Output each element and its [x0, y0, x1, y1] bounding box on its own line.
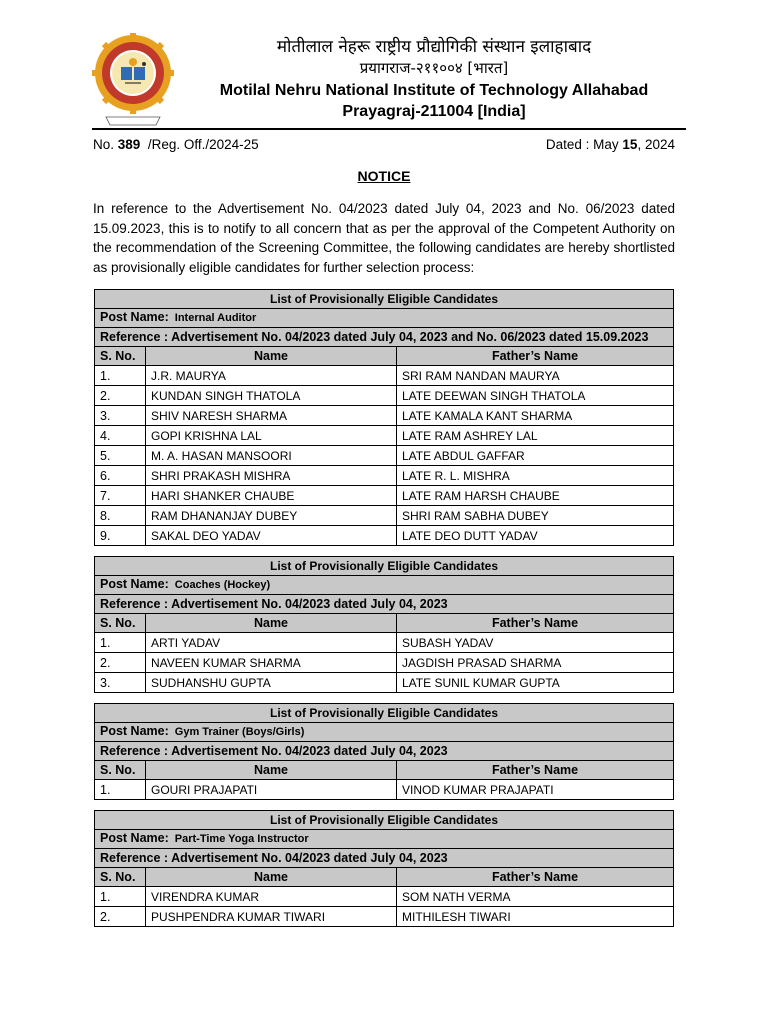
table-row: 9. SAKAL DEO YADAV LATE DEO DUTT YADAV: [95, 526, 674, 546]
col-header-father: Father’s Name: [397, 347, 674, 366]
col-header-sno: S. No.: [95, 614, 146, 633]
ref-date: Dated : May 15, 2024: [545, 137, 675, 152]
table-row: 6. SHRI PRAKASH MISHRA LATE R. L. MISHRA: [95, 466, 674, 486]
institute-logo: [92, 33, 174, 129]
candidate-table-internal-auditor: [94, 289, 674, 546]
reference-row: Reference : Advertisement No. 04/2023 dated July 04, 2023: [95, 849, 674, 868]
col-header-name: Name: [146, 347, 397, 366]
table-row: 2. PUSHPENDRA KUMAR TIWARI MITHILESH TIWARI: [95, 907, 674, 927]
table-row: 4. GOPI KRISHNA LAL LATE RAM ASHREY LAL: [95, 426, 674, 446]
table-row: 7. HARI SHANKER CHAUBE LATE RAM HARSH CHAUBE: [95, 486, 674, 506]
header-divider: [92, 128, 686, 130]
post-name: Post Name: Part-Time Yoga Instructor: [95, 830, 674, 849]
col-header-name: Name: [146, 761, 397, 780]
institute-city-english: Prayagraj-211004 [India]: [342, 103, 526, 120]
table-row: 2. KUNDAN SINGH THATOLA LATE DEEWAN SINGH THATOLA: [95, 386, 674, 406]
notice-title: NOTICE: [357, 168, 411, 184]
table-row: 3. SUDHANSHU GUPTA LATE SUNIL KUMAR GUPTA: [95, 673, 674, 693]
ref-number: No. 389 /Reg. Off./2024-25: [93, 137, 259, 152]
table-row: 1. VIRENDRA KUMAR SOM NATH VERMA: [95, 887, 674, 907]
table-title: List of Provisionally Eligible Candidates: [95, 290, 674, 309]
institute-name-english: Motilal Nehru National Institute of Technology Allahabad: [219, 82, 649, 99]
reference-row: Reference : Advertisement No. 04/2023 dated July 04, 2023: [95, 742, 674, 761]
col-header-father: Father’s Name: [397, 868, 674, 887]
institute-city-hindi: प्रयागराज-२११००४ [भारत]: [359, 59, 509, 77]
post-name: Post Name: Coaches (Hockey): [95, 576, 674, 595]
reference-row: Reference : Advertisement No. 04/2023 dated July 04, 2023: [95, 595, 674, 614]
col-header-name: Name: [146, 868, 397, 887]
table-row: 1. ARTI YADAV SUBASH YADAV: [95, 633, 674, 653]
institute-name-hindi: मोतीलाल नेहरू राष्ट्रीय प्रौद्योगिकी संस्थान इलाहाबाद: [276, 37, 592, 57]
reference-row: Reference : Advertisement No. 04/2023 dated July 04, 2023 and No. 06/2023 dated 15.09.2023: [95, 328, 674, 347]
table-row: 1. J.R. MAURYA SRI RAM NANDAN MAURYA: [95, 366, 674, 386]
reference-line: [93, 137, 675, 152]
table-row: 5. M. A. HASAN MANSOORI LATE ABDUL GAFFAR: [95, 446, 674, 466]
table-title: List of Provisionally Eligible Candidates: [95, 811, 674, 830]
table-row: 8. RAM DHANANJAY DUBEY SHRI RAM SABHA DUBEY: [95, 506, 674, 526]
col-header-sno: S. No.: [95, 868, 146, 887]
col-header-name: Name: [146, 614, 397, 633]
table-row: 2. NAVEEN KUMAR SHARMA JAGDISH PRASAD SHARMA: [95, 653, 674, 673]
col-header-father: Father’s Name: [397, 614, 674, 633]
table-row: 3. SHIV NARESH SHARMA LATE KAMALA KANT SHARMA: [95, 406, 674, 426]
candidate-table-yoga-instructor: [94, 810, 674, 927]
table-row: 1. GOURI PRAJAPATI VINOD KUMAR PRAJAPATI: [95, 780, 674, 800]
table-title: List of Provisionally Eligible Candidates: [95, 557, 674, 576]
institute-header: [180, 36, 688, 122]
post-name: Post Name: Internal Auditor: [95, 309, 674, 328]
col-header-father: Father’s Name: [397, 761, 674, 780]
candidate-table-coaches-hockey: [94, 556, 674, 693]
table-title: List of Provisionally Eligible Candidates: [95, 704, 674, 723]
col-header-sno: S. No.: [95, 347, 146, 366]
col-header-sno: S. No.: [95, 761, 146, 780]
post-name: Post Name: Gym Trainer (Boys/Girls): [95, 723, 674, 742]
candidate-table-gym-trainer: [94, 703, 674, 800]
notice-paragraph: In reference to the Advertisement No. 04/2023 dated July 04, 2023 and No. 06/2023 dated 15.09.2023, this is to notify to all concern that as per the approval of the Competent Authority on the recommendation of the Screening Committee, the following candidates are hereby shortlisted as provisionally eligible candidates for further selection process:: [93, 201, 675, 275]
